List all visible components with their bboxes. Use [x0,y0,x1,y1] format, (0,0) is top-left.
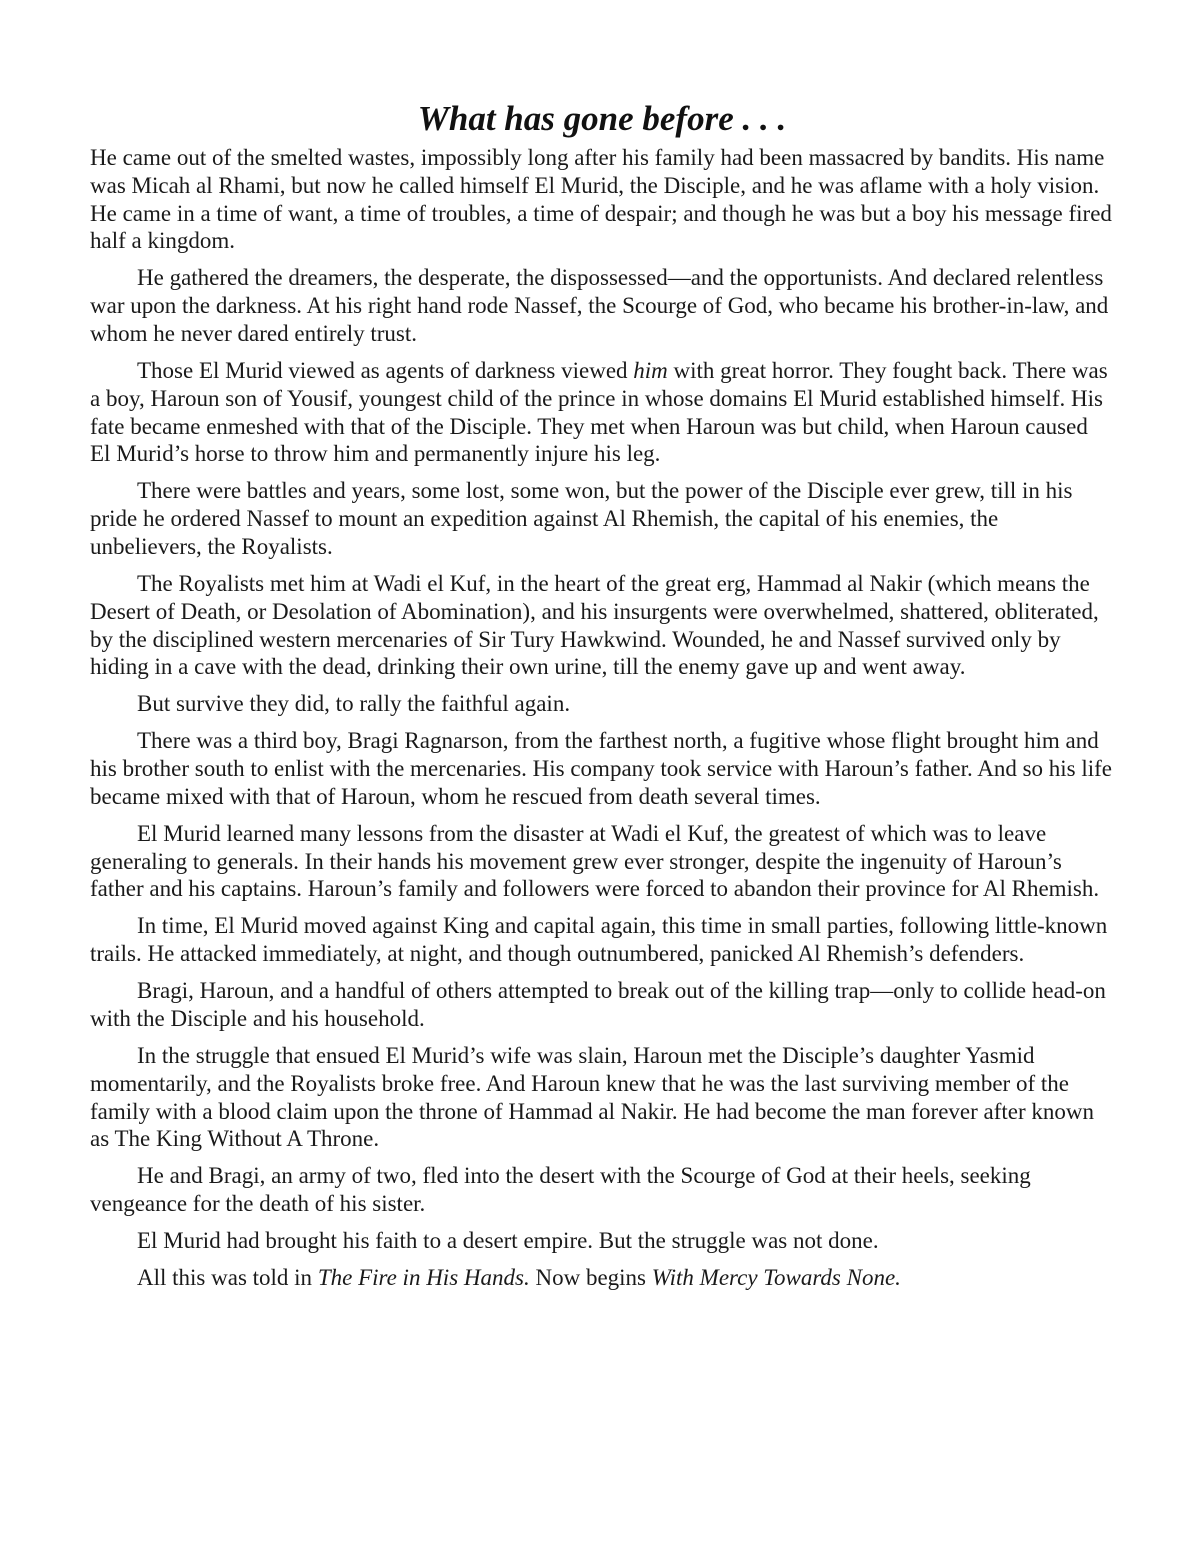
paragraph-text: All this was told in [137,1265,318,1291]
paragraph: He and Bragi, an army of two, fled into the desert with the Scourge of God at their heels, seeking vengeance for the death of his sister. [90,1163,1031,1217]
paragraph: There was a third boy, Bragi Ragnarson, from the farthest north, a fugitive whose flight brought him and his brother south to enlist with the mercenaries. His company took service with Haroun’s father. And so his life became mixed with that of Haroun, whom he rescued from death several times. [90,728,1113,809]
paragraph: He came out of the smelted wastes, impossibly long after his family had been massacred by bandits. His name was Micah al Rhami, but now he called himself El Murid, the Disciple, and he was aflame with a holy vision. He came in a time of want, a time of troubles, a time of despair; and though he was but a boy his message fired half a kingdom. [90,145,1112,254]
book-title-current: With Mercy Towards None. [651,1265,901,1291]
paragraph: In the struggle that ensued El Murid’s wife was slain, Haroun met the Disciple’s daughter Yasmid momentarily, and the Royalists broke free. And Haroun knew that he was the last surviving member of the family with a blood claim upon the throne of Hammad al Nakir. He had become the man forever after known as The King Without A Throne. [90,1042,1095,1152]
paragraph: In time, El Murid moved against King and capital again, this time in small parties, following little-known trails. He attacked immediately, at night, and though outnumbered, panicked Al Rhemish’s defenders. [90,913,1108,967]
paragraph-text: Those El Murid viewed as agents of darkness viewed [137,357,634,383]
paragraph: He gathered the dreamers, the desperate, the dispossessed—and the opportunists. And declared relentless war upon the darkness. At his right hand rode Nassef, the Scourge of God, who became his brother-in-law, and whom he never dared entirely trust. [90,265,1109,346]
paragraph [90,357,1114,468]
paragraph-closing [90,1264,1114,1292]
paragraph: There were battles and years, some lost, some won, but the power of the Disciple ever grew, till in his pride he ordered Nassef to mount an expedition against Al Rhemish, the capital of his enemies, the unbelievers, the Royalists. [90,478,1073,559]
paragraph: El Murid learned many lessons from the disaster at Wadi el Kuf, the greatest of which was to leave generaling to generals. In their hands his movement grew ever stronger, despite the ingenuity of Haroun’s father and his captains. Haroun’s family and followers were forced to abandon their province for Al Rhemish. [90,820,1100,902]
paragraph-text: with great horror. They fought back. There was a boy, Haroun son of Yousif, youngest child of the prince in whose domains El Murid established himself. His fate became enmeshed with that of the Disciple. They met when Haroun was but child, when Haroun caused El Murid’s horse to throw him and permanently injure his leg. [90,357,1108,467]
paragraph-text: Now begins [529,1265,652,1291]
paragraph: Bragi, Haroun, and a handful of others attempted to break out of the killing trap—only to collide head-on with the Disciple and his household. [90,978,1106,1031]
paragraph: El Murid had brought his faith to a desert empire. But the struggle was not done. [137,1228,879,1254]
document-page [90,96,1114,1301]
paragraph-emphasis: him [633,357,668,383]
page-title: What has gone before . . . [417,99,787,138]
paragraph: But survive they did, to rally the faithful again. [137,691,571,717]
paragraph: The Royalists met him at Wadi el Kuf, in the heart of the great erg, Hammad al Nakir (which means the Desert of Death, or Desolation of Abomination), and his insurgents were overwhelmed, shattered, obliterated, by the disciplined western mercenaries of Sir Tury Hawkwind. Wounded, he and Nassef survived only by hiding in a cave with the dead, drinking their own urine, till the enemy gave up and went away. [90,570,1099,680]
book-title-previous: The Fire in His Hands. [317,1265,530,1291]
